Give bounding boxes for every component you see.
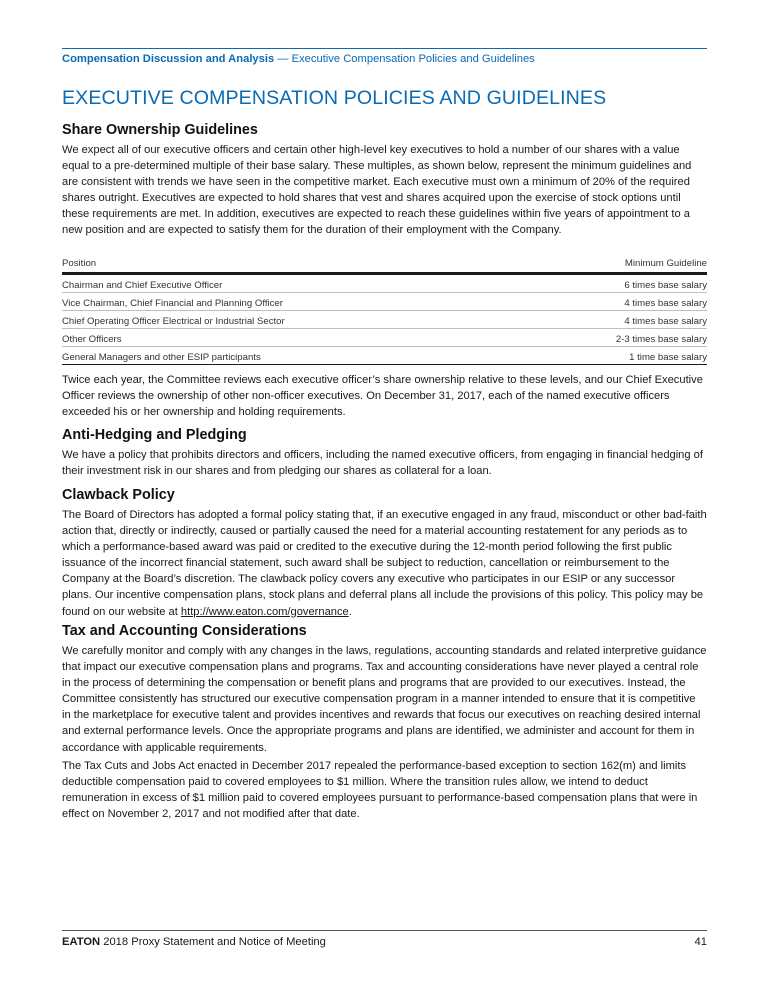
row-position: Vice Chairman, Chief Financial and Planning Officer bbox=[62, 298, 283, 309]
table-row bbox=[62, 347, 707, 365]
header-subsection: Executive Compensation Policies and Guidelines bbox=[291, 53, 535, 65]
header-section: Compensation Discussion and Analysis bbox=[62, 53, 275, 65]
table-row bbox=[62, 275, 707, 293]
row-position: Chief Operating Officer Electrical or Industrial Sector bbox=[62, 316, 285, 327]
governance-link[interactable]: http://www.eaton.com/governance bbox=[180, 605, 349, 618]
footer-rule bbox=[62, 930, 707, 931]
row-guideline: 4 times base salary bbox=[624, 298, 707, 309]
anti-hedging-paragraph: We have a policy that prohibits directors and officers, including the named executive officers, from engaging in financial hedging of their investment risk in our shares and from pledging our shares as collateral for a loan. bbox=[62, 449, 703, 478]
row-guideline: 2-3 times base salary bbox=[615, 334, 707, 345]
ownership-guidelines-table bbox=[62, 256, 707, 365]
row-position: General Managers and other ESIP participants bbox=[62, 352, 261, 363]
row-guideline: 1 time base salary bbox=[629, 352, 707, 363]
page-number: 41 bbox=[694, 936, 707, 948]
heading-share-ownership: Share Ownership Guidelines bbox=[62, 122, 258, 138]
row-position: Other Officers bbox=[62, 334, 122, 345]
header-separator: — bbox=[274, 53, 292, 65]
table-row bbox=[62, 329, 707, 347]
heading-clawback: Clawback Policy bbox=[62, 487, 175, 503]
table-row bbox=[62, 311, 707, 329]
column-header-minimum-guideline: Minimum Guideline bbox=[624, 258, 707, 269]
column-header-position: Position bbox=[62, 258, 97, 269]
running-header bbox=[62, 53, 535, 65]
heading-anti-hedging: Anti-Hedging and Pledging bbox=[62, 427, 247, 443]
share-ownership-review-paragraph: Twice each year, the Committee reviews each executive officer’s share ownership relative to these levels, and our Chief Executive Officer reviews the ownership of other non-officer executives. On December 31, 2017, each of the named executive officers exceeded his or her ownership and holding requirements. bbox=[62, 374, 703, 419]
clawback-end: . bbox=[348, 605, 352, 618]
clawback-text: The Board of Directors has adopted a formal policy stating that, if an executive engaged in any fraud, misconduct or other bad-faith action that, directly or indirectly, caused or partially caused the need for a material accounting restatement for any periods as to which a performance-based award was paid or credited to the executive during the 12-month period following the first public issuance of the incorrect financial statement, such award shall be subject to reduction, cancellation or reimbursement to the Company at the Board’s discretion. The clawback policy covers any executive who participates in our ESIP or any successor plans. Our incentive compensation plans, stock plans and deferral plans all include the provisions of this policy. This policy may be found on our website at bbox=[62, 509, 707, 618]
clawback-paragraph bbox=[62, 507, 707, 620]
row-position: Chairman and Chief Executive Officer bbox=[62, 280, 223, 291]
footer-text: 2018 Proxy Statement and Notice of Meeting bbox=[100, 936, 326, 948]
running-footer bbox=[62, 936, 326, 948]
header-rule bbox=[62, 48, 707, 49]
tax-paragraph-1: We carefully monitor and comply with any changes in the laws, regulations, accounting standards and related interpretive guidance that impact our executive compensation plans and programs. Tax and accounting considerations have never played a central role in the process of determining the compensation or benefit plans and programs that are provided to our executives. Instead, the Committee consistently has structured our executive compensation program in a manner intended to ensure that it is competitive in the marketplace for executive talent and provides incentives and rewards that focus our executives on reaching desired internal and external performance levels. Once the appropriate programs and plans are identified, we administer and account for them in accordance with applicable requirements. bbox=[62, 645, 707, 754]
page bbox=[62, 0, 707, 993]
heading-tax-accounting: Tax and Accounting Considerations bbox=[62, 623, 307, 639]
row-guideline: 4 times base salary bbox=[624, 316, 707, 327]
tax-paragraph-2: The Tax Cuts and Jobs Act enacted in December 2017 repealed the performance-based exception to section 162(m) and limits deductible compensation paid to covered employees to $1 million. Where the transition rules allow, we intend to deduct remuneration in excess of $1 million paid to covered employees pursuant to performance-based compensation plans that were in effect on November 2, 2017 and not modified after that date. bbox=[62, 760, 698, 821]
row-guideline: 6 times base salary bbox=[624, 280, 707, 291]
footer-brand: EATON bbox=[62, 936, 101, 948]
table-header bbox=[62, 256, 707, 272]
page-title: EXECUTIVE COMPENSATION POLICIES AND GUIDELINES bbox=[62, 87, 607, 109]
table-row bbox=[62, 293, 707, 311]
share-ownership-paragraph: We expect all of our executive officers and certain other high-level key executives to hold a number of our shares with a value equal to a pre-determined multiple of their base salary. These multiples, as shown below, represent the minimum guidelines and are consistent with trends we have seen in the competitive market. Each executive must own a minimum of 20% of the required shares outright. Executives are expected to hold shares that vest and shares acquired upon the exercise of stock options until these requirements are met. In addition, executives are expected to reach these guidelines within five years of appointment to a new position and are expected to satisfy them for the duration of their employment with the Company. bbox=[62, 144, 692, 237]
